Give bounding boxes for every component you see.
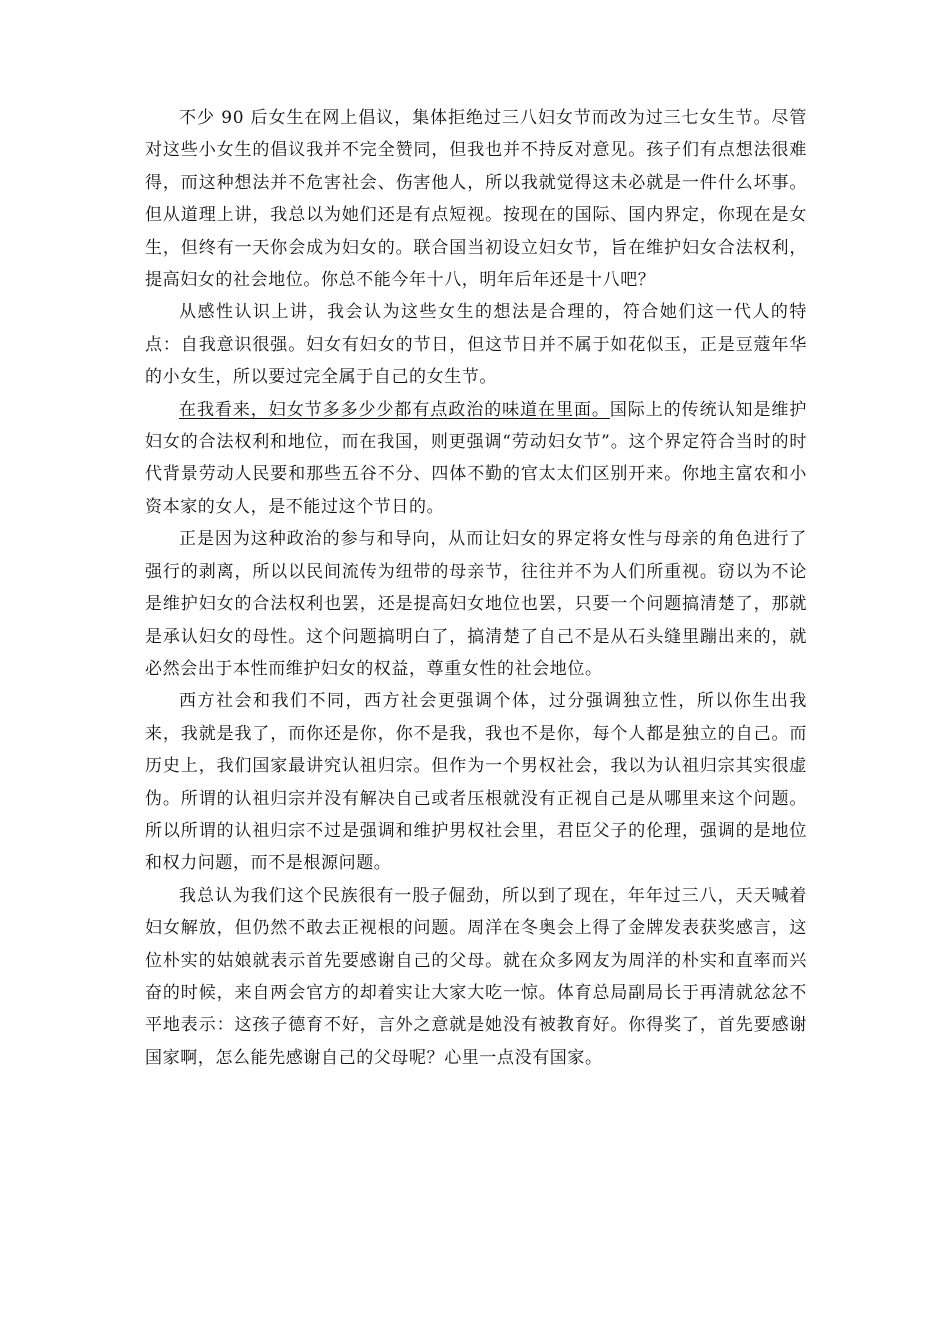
paragraph-3 (145, 394, 807, 524)
underlined-sentence: 在我看来，妇女节多多少少都有点政治的味道在里面。 (179, 399, 610, 420)
paragraph-6 (145, 880, 807, 1074)
paragraph-2 (145, 296, 807, 393)
paragraph-2-text: 从感性认识上讲，我会认为这些女生的想法是合理的，符合她们这一代人的特点：自我意识很强。妇女有妇女的节日，但这节日并不属于如花似玉，正是豆蔻年华的小女生，所以要过完全属于自己的女生节。 (145, 302, 807, 388)
paragraph-5-text: 西方社会和我们不同，西方社会更强调个体，过分强调独立性，所以你生出我来，我就是我了，而你还是你，你不是我，我也不是你，每个人都是独立的自己。而历史上，我们国家最讲究认祖归宗。但作为一个男权社会，我以为认祖归宗其实很虚伪。所谓的认祖归宗并没有解决自己或者压根就没有正视自己是从哪里来这个问题。所以所谓的认祖归宗不过是强调和维护男权社会里，君臣父子的伦理，强调的是地位和权力问题，而不是根源问题。 (145, 691, 807, 874)
paragraph-5 (145, 685, 807, 879)
paragraph-1-text: 不少 90 后女生在网上倡议，集体拒绝过三八妇女节而改为过三七女生节。尽管对这些小女生的倡议我并不完全赞同，但我也并不持反对意见。孩子们有点想法很难得，而这种想法并不危害社会、伤害他人，所以我就觉得这未必就是一件什么坏事。但从道理上讲，我总以为她们还是有点短视。按现在的国际、国内界定，你现在是女生，但终有一天你会成为妇女的。联合国当初设立妇女节，旨在维护妇女合法权利，提高妇女的社会地位。你总不能今年十八，明年后年还是十八吧？ (145, 108, 807, 291)
paragraph-3-text: 国际上的传统认知是维护妇女的合法权利和地位，而在我国，则更强调“劳动妇女节”。这个界定符合当时的时代背景劳动人民要和那些五谷不分、四体不勤的官太太们区别开来。你地主富农和小资本家的女人，是不能过这个节日的。 (145, 399, 807, 517)
paragraph-6-text: 我总认为我们这个民族很有一股子倔劲，所以到了现在，年年过三八，天天喊着妇女解放，但仍然不敢去正视根的问题。周洋在冬奥会上得了金牌发表获奖感言，这位朴实的姑娘就表示首先要感谢自己的父母。就在众多网友为周洋的朴实和直率而兴奋的时候，来自两会官方的却着实让大家大吃一惊。体育总局副局长于再清就忿忿不平地表示：这孩子德育不好，言外之意就是她没有被教育好。你得奖了，首先要感谢国家啊，怎么能先感谢自己的父母呢？心里一点没有国家。 (145, 885, 807, 1068)
article-body (145, 102, 807, 1074)
paragraph-4 (145, 523, 807, 685)
paragraph-1 (145, 102, 807, 296)
paragraph-4-text: 正是因为这种政治的参与和导向，从而让妇女的界定将女性与母亲的角色进行了强行的剥离，所以以民间流传为纽带的母亲节，往往并不为人们所重视。窃以为不论是维护妇女的合法权利也罢，还是提高妇女地位也罢，只要一个问题搞清楚了，那就是承认妇女的母性。这个问题搞明白了，搞清楚了自己不是从石头缝里蹦出来的，就必然会出于本性而维护妇女的权益，尊重女性的社会地位。 (145, 529, 807, 679)
